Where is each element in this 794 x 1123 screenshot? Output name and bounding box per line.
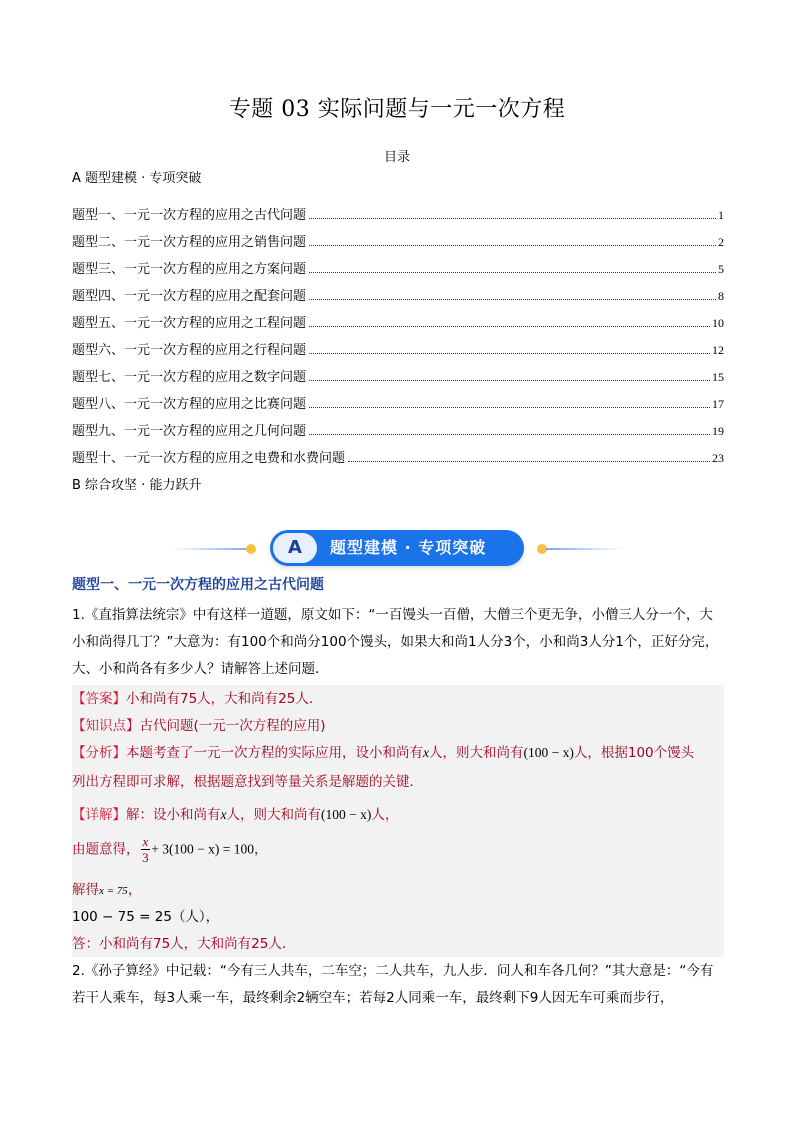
toc-entry[interactable] xyxy=(72,304,724,331)
toc-leader xyxy=(309,353,710,354)
banner-badge: A xyxy=(273,533,317,563)
toc-leader xyxy=(309,434,710,435)
solve-value: x = 75 xyxy=(99,885,128,897)
detail-line-1 xyxy=(72,803,398,823)
banner-pill xyxy=(270,530,524,566)
equation-end: ， xyxy=(254,841,268,858)
toc-leader xyxy=(309,245,716,246)
toc-entry-page: 19 xyxy=(712,424,724,438)
toc-entry[interactable] xyxy=(72,439,724,466)
toc-leader xyxy=(309,380,710,381)
detail-text: 解：设小和尚有 xyxy=(126,807,221,823)
equation-intro: 由题意得， xyxy=(72,841,140,858)
toc-entry[interactable] xyxy=(72,223,724,250)
toc-entry-page: 12 xyxy=(712,343,724,357)
solve-label: 解得 xyxy=(72,882,99,898)
fraction-denominator: 3 xyxy=(142,850,149,865)
toc-entry-page: 1 xyxy=(718,208,724,222)
toc-entry[interactable] xyxy=(72,196,724,223)
toc-entry-page: 17 xyxy=(712,397,724,411)
toc-entry-label: 题型六、一元一次方程的应用之行程问题 xyxy=(72,343,307,358)
fraction xyxy=(141,834,151,865)
toc-leader xyxy=(309,326,710,327)
toc-heading: 目录 xyxy=(383,150,410,165)
question-1-text: 1.《直指算法统宗》中有这样一道题，原文如下：“一百馒头一百僧，大僧三个更无争，小僧三人分一个，大小和尚得几丁？”大意为：有100个和尚分100个馒头，如果大和尚1人分3个，小和尚3人分1个，正好分完，大、小和尚各有多少人？请解答上述问题． xyxy=(72,607,719,677)
expression: (100 − x) xyxy=(321,807,372,822)
toc-entry[interactable] xyxy=(72,277,724,304)
toc-entry-label: 题型四、一元一次方程的应用之配套问题 xyxy=(72,289,307,304)
answer-tag: 【答案】 xyxy=(72,691,126,707)
table-of-contents xyxy=(72,196,724,466)
detail-text: 人， xyxy=(371,807,399,823)
question-type-heading: 题型一、一元一次方程的应用之古代问题 xyxy=(72,577,324,593)
toc-entry-page: 10 xyxy=(712,316,724,330)
section-banner xyxy=(0,528,794,568)
toc-section-b: B 综合攻坚 · 能力跃升 xyxy=(72,478,202,493)
detail-tag: 【详解】 xyxy=(72,807,126,823)
knowledge-text: 古代问题(一元一次方程的应用) xyxy=(139,718,326,734)
banner-title: 题型建模 · 专项突破 xyxy=(330,538,487,557)
banner-right-line xyxy=(546,548,624,550)
document-title: 专题 03 实际问题与一元一次方程 xyxy=(228,97,566,122)
analysis-tag: 【分析】 xyxy=(72,745,126,761)
toc-entry-page: 15 xyxy=(712,370,724,384)
analysis-line-2: 列出方程即可求解，根据题意找到等量关系是解题的关键． xyxy=(72,774,423,790)
detail-text: 人，则大和尚有 xyxy=(226,807,321,823)
toc-entry-label: 题型九、一元一次方程的应用之几何问题 xyxy=(72,424,307,439)
expression: (100 − x) xyxy=(523,745,574,760)
toc-entry-page: 23 xyxy=(712,451,724,465)
variable-x: x xyxy=(220,807,227,822)
solve-line xyxy=(72,878,141,898)
calc-line: 100 − 75 = 25（人）， xyxy=(72,909,220,925)
toc-entry[interactable] xyxy=(72,331,724,358)
final-answer-line: 答：小和尚有75人，大和尚有25人． xyxy=(72,936,296,952)
toc-entry[interactable] xyxy=(72,358,724,385)
analysis-text: 人，根据100个馒头 xyxy=(573,745,695,761)
question-2-text: 2.《孙子算经》中记载：“今有三人共车，二车空；二人共车，九人步．问人和车各几何？”其大意是：“今有若干人乘车，每3人乘一车，最终剩余2辆空车；若每2人同乘一车，最终剩下9人因无车可乘而步行， xyxy=(72,963,714,1006)
toc-leader xyxy=(309,218,716,219)
toc-entry-label: 题型三、一元一次方程的应用之方案问题 xyxy=(72,262,307,277)
toc-entry[interactable] xyxy=(72,412,724,439)
analysis-text: 本题考查了一元一次方程的实际应用，设小和尚有 xyxy=(126,745,423,761)
knowledge-line xyxy=(72,714,326,734)
toc-leader xyxy=(309,299,716,300)
toc-entry-label: 题型五、一元一次方程的应用之工程问题 xyxy=(72,316,307,331)
analysis-line-1 xyxy=(72,741,694,761)
equation-rest: + 3(100 − x) = 100 xyxy=(151,841,254,857)
toc-entry[interactable] xyxy=(72,250,724,277)
toc-entry-label: 题型八、一元一次方程的应用之比赛问题 xyxy=(72,397,307,412)
variable-x: x xyxy=(423,745,429,760)
toc-entry-label: 题型七、一元一次方程的应用之数字问题 xyxy=(72,370,307,385)
toc-entry-label: 题型十、一元一次方程的应用之电费和水费问题 xyxy=(72,451,346,466)
toc-section-a: A 题型建模 · 专项突破 xyxy=(72,171,202,186)
knowledge-tag: 【知识点】 xyxy=(72,718,140,734)
answer-text: 小和尚有75人，大和尚有25人． xyxy=(126,691,323,707)
analysis-text: 人，则大和尚有 xyxy=(429,745,524,761)
toc-leader xyxy=(309,407,710,408)
toc-entry-page: 8 xyxy=(718,289,724,303)
equation-line xyxy=(72,834,268,865)
toc-leader xyxy=(309,272,716,273)
fraction-numerator: x xyxy=(142,834,149,849)
toc-entry-page: 5 xyxy=(718,262,724,276)
toc-leader xyxy=(348,461,710,462)
banner-left-line xyxy=(172,548,250,550)
toc-entry-label: 题型一、一元一次方程的应用之古代问题 xyxy=(72,208,307,223)
toc-entry-label: 题型二、一元一次方程的应用之销售问题 xyxy=(72,235,307,250)
toc-entry[interactable] xyxy=(72,385,724,412)
answer-line xyxy=(72,687,322,707)
banner-left-dot xyxy=(246,544,256,554)
solve-end: ， xyxy=(127,882,142,898)
toc-entry-page: 2 xyxy=(718,235,724,249)
